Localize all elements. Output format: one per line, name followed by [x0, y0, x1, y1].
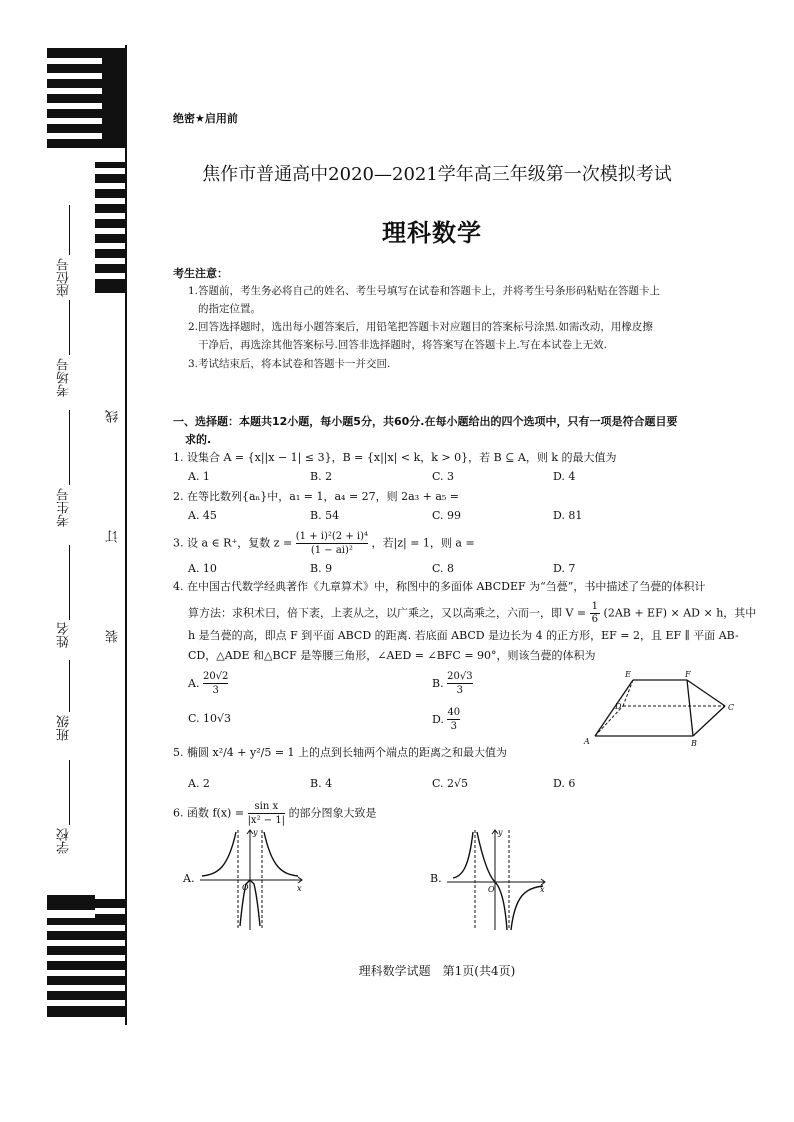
school-line — [69, 760, 70, 825]
page-footer: 理科数学试题 第1页(共4页) — [358, 964, 516, 978]
q6-option-b-graph — [445, 826, 555, 934]
q2-option-b: B. 54 — [310, 509, 340, 522]
q2-stem: 2. 在等比数列{aₙ}中，a₁ = 1，a₄ = 27，则 2a₃ + a₅ = — [173, 490, 460, 503]
seat-label: 座位号 — [57, 258, 72, 297]
q3-stem-b: ，若|z| = 1，则 a = — [371, 536, 475, 550]
q5-stem: 5. 椭圆 x²/4 + y²/5 = 1 上的点到长轴两个端点的距离之和最大值为 — [173, 746, 508, 759]
class-line — [69, 660, 70, 712]
q4-option-b — [432, 670, 473, 697]
binding-border — [125, 45, 137, 1025]
q4-line2 — [188, 601, 756, 626]
q3-stem — [173, 530, 475, 557]
class-label: 班级 — [57, 715, 72, 741]
room-line — [69, 300, 70, 355]
name-label: 姓名 — [57, 622, 72, 648]
student-no-line — [69, 410, 70, 485]
q6-a-axis-x: x — [297, 884, 302, 893]
q4-d-num: 40 — [447, 707, 461, 718]
q4-option-d-label: D. — [432, 713, 444, 726]
q6-fraction-den: |x² − 1| — [247, 815, 286, 826]
q4-option-a-fraction — [203, 670, 228, 697]
q3-option-a: A. 10 — [188, 562, 217, 575]
fig-label-a: A — [584, 737, 590, 746]
q5-option-a: A. 2 — [188, 777, 210, 790]
q6-option-a-label: A. — [183, 872, 195, 885]
q6-stem — [173, 800, 377, 827]
student-no-label: 考生号 — [57, 488, 72, 527]
q4-line2-fraction — [590, 601, 600, 626]
q3-fraction-num: (1 + i)²(2 + i)⁴ — [295, 531, 368, 542]
q4-fraction-den: 6 — [591, 614, 599, 625]
q4-line3: h 是刍甍的高，即点 F 到平面 ABCD 的距离. 若底面 ABCD 是边长为 4 的正方形，EF = 2，且 EF ∥ 平面 AB- — [188, 629, 739, 642]
notice-item-3: 3.考试结束后，将本试卷和答题卡一并交回. — [188, 358, 391, 370]
q6-fraction — [248, 800, 286, 827]
q5-option-b: B. 4 — [310, 777, 333, 790]
q4-option-a-label: A. — [188, 677, 200, 690]
q6-a-axis-y: y — [253, 828, 258, 837]
fig-label-f: F — [685, 670, 691, 679]
binding-line-mark: 线 — [106, 410, 121, 423]
q4-option-a — [188, 670, 228, 697]
section-heading-line1: 一、选择题：本题共12小题，每小题5分，共60分.在每小题给出的四个选项中，只有一项是符合题目要 — [173, 415, 678, 428]
confidential-mark: 绝密★启用前 — [173, 112, 238, 125]
q6-stem-a: 6. 函数 f(x) = — [173, 806, 245, 820]
notice-item-2: 2.回答选择题时，选出每小题答案后，用铅笔把答题卡对应题目的答案标号涂黑.如需改动，用橡皮擦 — [188, 321, 653, 333]
q4-option-b-fraction — [447, 670, 472, 697]
notice-heading: 考生注意： — [173, 267, 228, 280]
q4-fraction-num: 1 — [591, 601, 599, 612]
q3-stem-a: 3. 设 a ∈ R⁺，复数 z = — [173, 536, 293, 550]
q5-option-d: D. 6 — [553, 777, 576, 790]
q6-b-origin: O — [488, 885, 495, 894]
q3-option-d: D. 7 — [553, 562, 576, 575]
q3-fraction — [296, 530, 368, 557]
q6-option-b-label: B. — [430, 872, 442, 885]
q1-stem: 1. 设集合 A = {x||x − 1| ≤ 3}，B = {x||x| < k，k > 0}，若 B ⊆ A，则 k 的最大值为 — [173, 451, 617, 464]
binding-pack-mark: 装 — [106, 630, 121, 643]
fig-label-d: D — [615, 702, 622, 711]
q2-option-c: C. 99 — [432, 509, 462, 522]
fig-label-b: B — [691, 739, 697, 748]
section-heading-line2: 求的. — [185, 433, 212, 446]
binding-order-mark: 订 — [106, 530, 121, 543]
notice-item-1-cont: 的指定位置。 — [198, 303, 261, 315]
q1-option-a: A. 1 — [188, 470, 210, 483]
q4-option-b-label: B. — [432, 677, 444, 690]
q4-option-c: C. 10√3 — [188, 712, 232, 725]
school-label: 学校 — [57, 828, 72, 854]
q4-d-den: 3 — [450, 721, 457, 732]
notice-item-1: 1.答题前，考生务必将自己的姓名、考生号填写在试卷和答题卡上，并将考生号条形码粘贴在答题卡上 — [188, 285, 661, 297]
q6-b-axis-y: y — [498, 828, 503, 837]
name-line — [69, 545, 70, 620]
q4-line2-b: (2AB + EF) × AD × h，其中 — [603, 606, 757, 620]
q6-fraction-num: sin x — [248, 800, 286, 814]
room-label: 考场号 — [57, 358, 72, 397]
fig-label-e: E — [625, 670, 631, 679]
q6-b-axis-x: x — [540, 885, 545, 894]
q4-b-den: 3 — [456, 685, 464, 696]
exam-title: 焦作市普通高中2020—2021学年高三年级第一次模拟考试 — [202, 164, 672, 185]
q4-line4: CD，△ADE 和△BCF 是等腰三角形，∠AED = ∠BFC = 90°，则该刍甍的体积为 — [188, 649, 596, 662]
q4-b-num: 20√3 — [447, 671, 473, 682]
q1-option-b: B. 2 — [310, 470, 333, 483]
subject-title: 理科数学 — [382, 219, 482, 247]
q5-option-c: C. 2√5 — [432, 777, 469, 790]
q4-a-num: 20√2 — [202, 671, 229, 682]
q4-option-d — [432, 706, 460, 733]
section-heading — [173, 413, 743, 449]
q1-option-c: C. 3 — [432, 470, 455, 483]
q1-option-d: D. 4 — [553, 470, 576, 483]
fig-label-c: C — [728, 703, 735, 712]
q6-a-origin: O — [242, 883, 249, 892]
q4-polyhedron-figure — [575, 668, 745, 748]
q2-option-d: D. 81 — [553, 509, 583, 522]
q2-option-a: A. 45 — [188, 509, 217, 522]
q4-line2-a: 算方法：求积术曰，倍下袤，上袤从之，以广乘之，又以高乘之，六而一，即 V = — [188, 606, 587, 620]
q3-option-b: B. 9 — [310, 562, 333, 575]
q3-fraction-den: (1 − ai)² — [310, 545, 353, 556]
q3-option-c: C. 8 — [432, 562, 455, 575]
q4-a-den: 3 — [212, 685, 219, 696]
notice-item-2-cont: 干净后，再选涂其他答案标号.回答非选择题时，将答案写在答题卡上.写在本试卷上无效. — [198, 339, 608, 351]
q6-option-a-graph — [198, 826, 308, 934]
q6-stem-b: 的部分图象大致是 — [288, 806, 377, 820]
q4-option-d-fraction — [447, 706, 460, 733]
q4-line1: 4. 在中国古代数学经典著作《九章算术》中，称图中的多面体 ABCDEF 为“刍甍”，书中描述了刍甍的体积计 — [173, 580, 706, 593]
